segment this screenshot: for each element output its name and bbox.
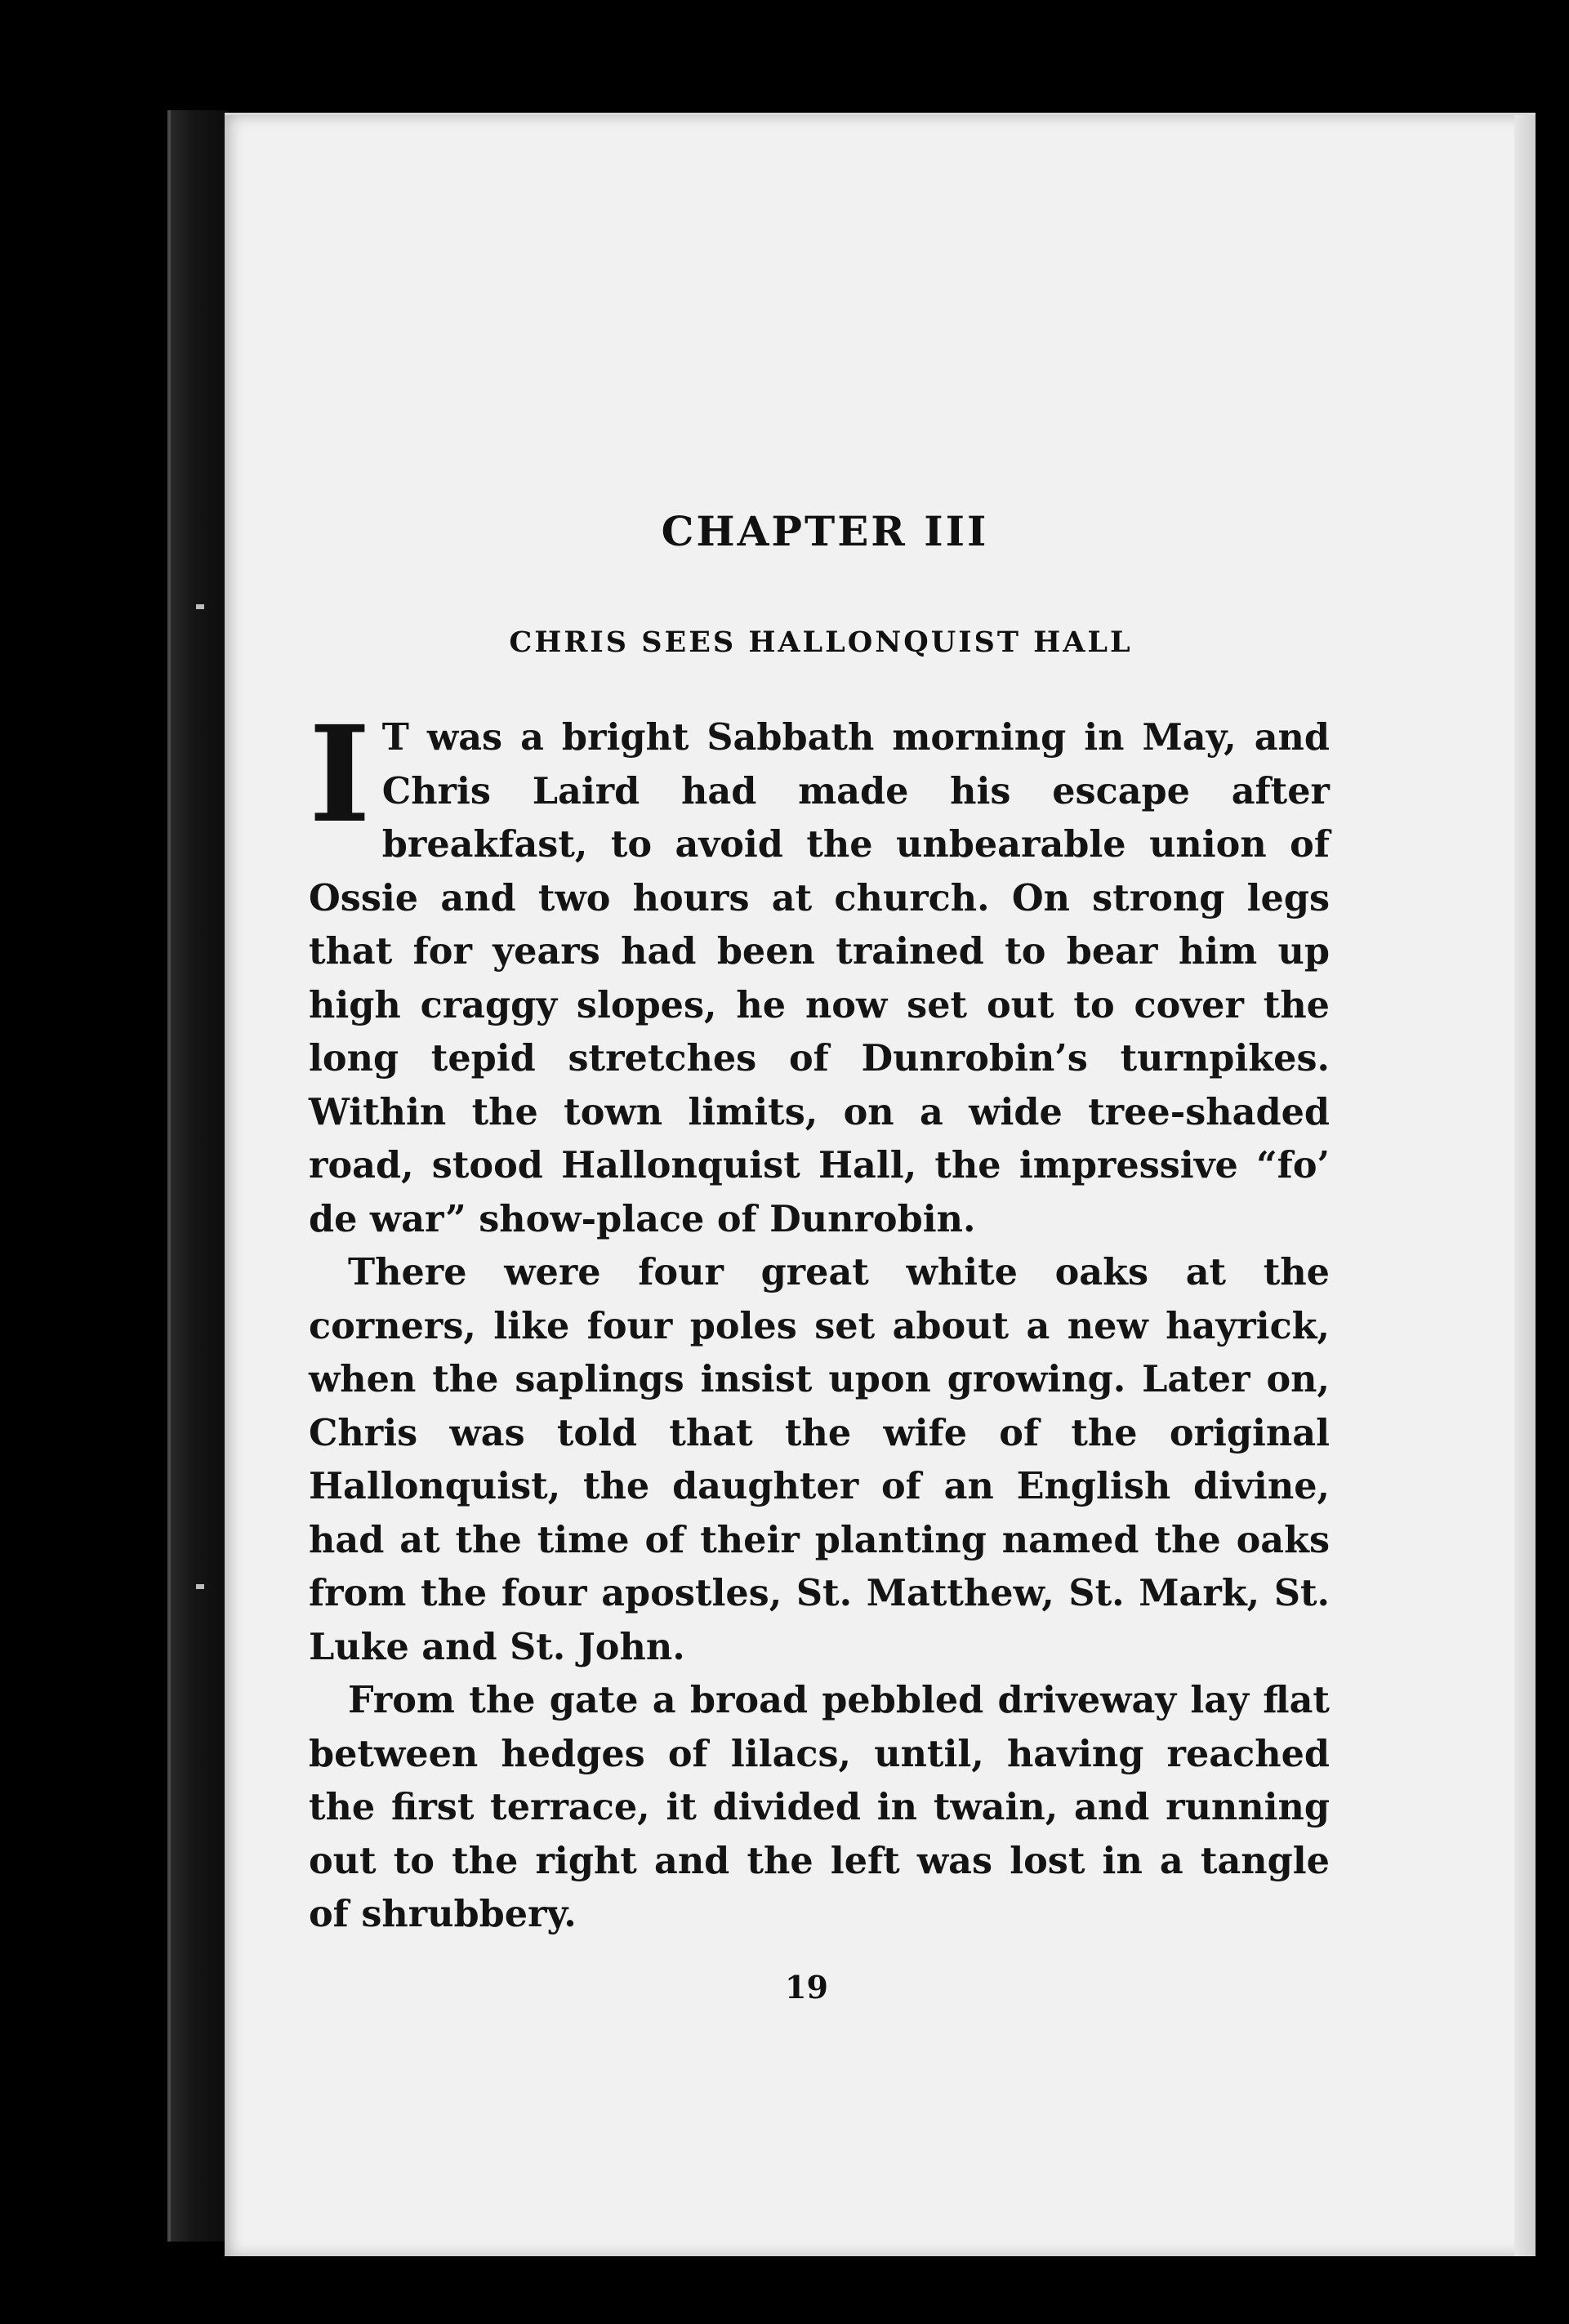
margin-speck <box>196 1584 204 1589</box>
margin-speck <box>196 604 204 609</box>
paragraph-2: There were four great white oaks at the corners, like four poles set about a new hayrick, when the saplings insist upon growing. Later on, Chris was told that the wife of the original Hallonquist, the daughter of an English divine, had at the time of their planting named the oaks from the four apostles, St. Matthew, St. Mark, St. Luke and St. John. <box>309 1251 1330 1668</box>
drop-cap: I <box>309 697 371 853</box>
chapter-subtitle: CHRIS SEES HALLONQUIST HALL <box>509 626 1133 659</box>
page-number: 19 <box>785 1969 828 2006</box>
paragraph-1-text: T was a bright Sabbath morning in May, and Chris Laird had made his escape after breakfast, to avoid the unbearable union of Ossie and two hours at church. On strong legs that for years had been trained to bear him up high craggy slopes, he now set out to cover the long tepid stretches of Dunrobin’s turnpikes. Within the town limits, on a wide tree-shaded road, stood Hallonquist Hall, the impressive “fo’ de war” show-place of Dunrobin. <box>309 716 1330 1240</box>
chapter-title: CHAPTER III <box>661 507 989 555</box>
chapter-body <box>309 697 1330 1942</box>
book-page <box>225 113 1536 2256</box>
paragraph-3: From the gate a broad pebbled driveway lay flat between hedges of lilacs, until, having reached the first terrace, it divided in twain, and running out to the right and the left was lost in a tangle of shrubbery. <box>309 1679 1330 1935</box>
book-spine-shadow <box>167 110 228 2242</box>
page-edge <box>1514 115 1536 2256</box>
paragraph-1 <box>309 697 1330 1246</box>
